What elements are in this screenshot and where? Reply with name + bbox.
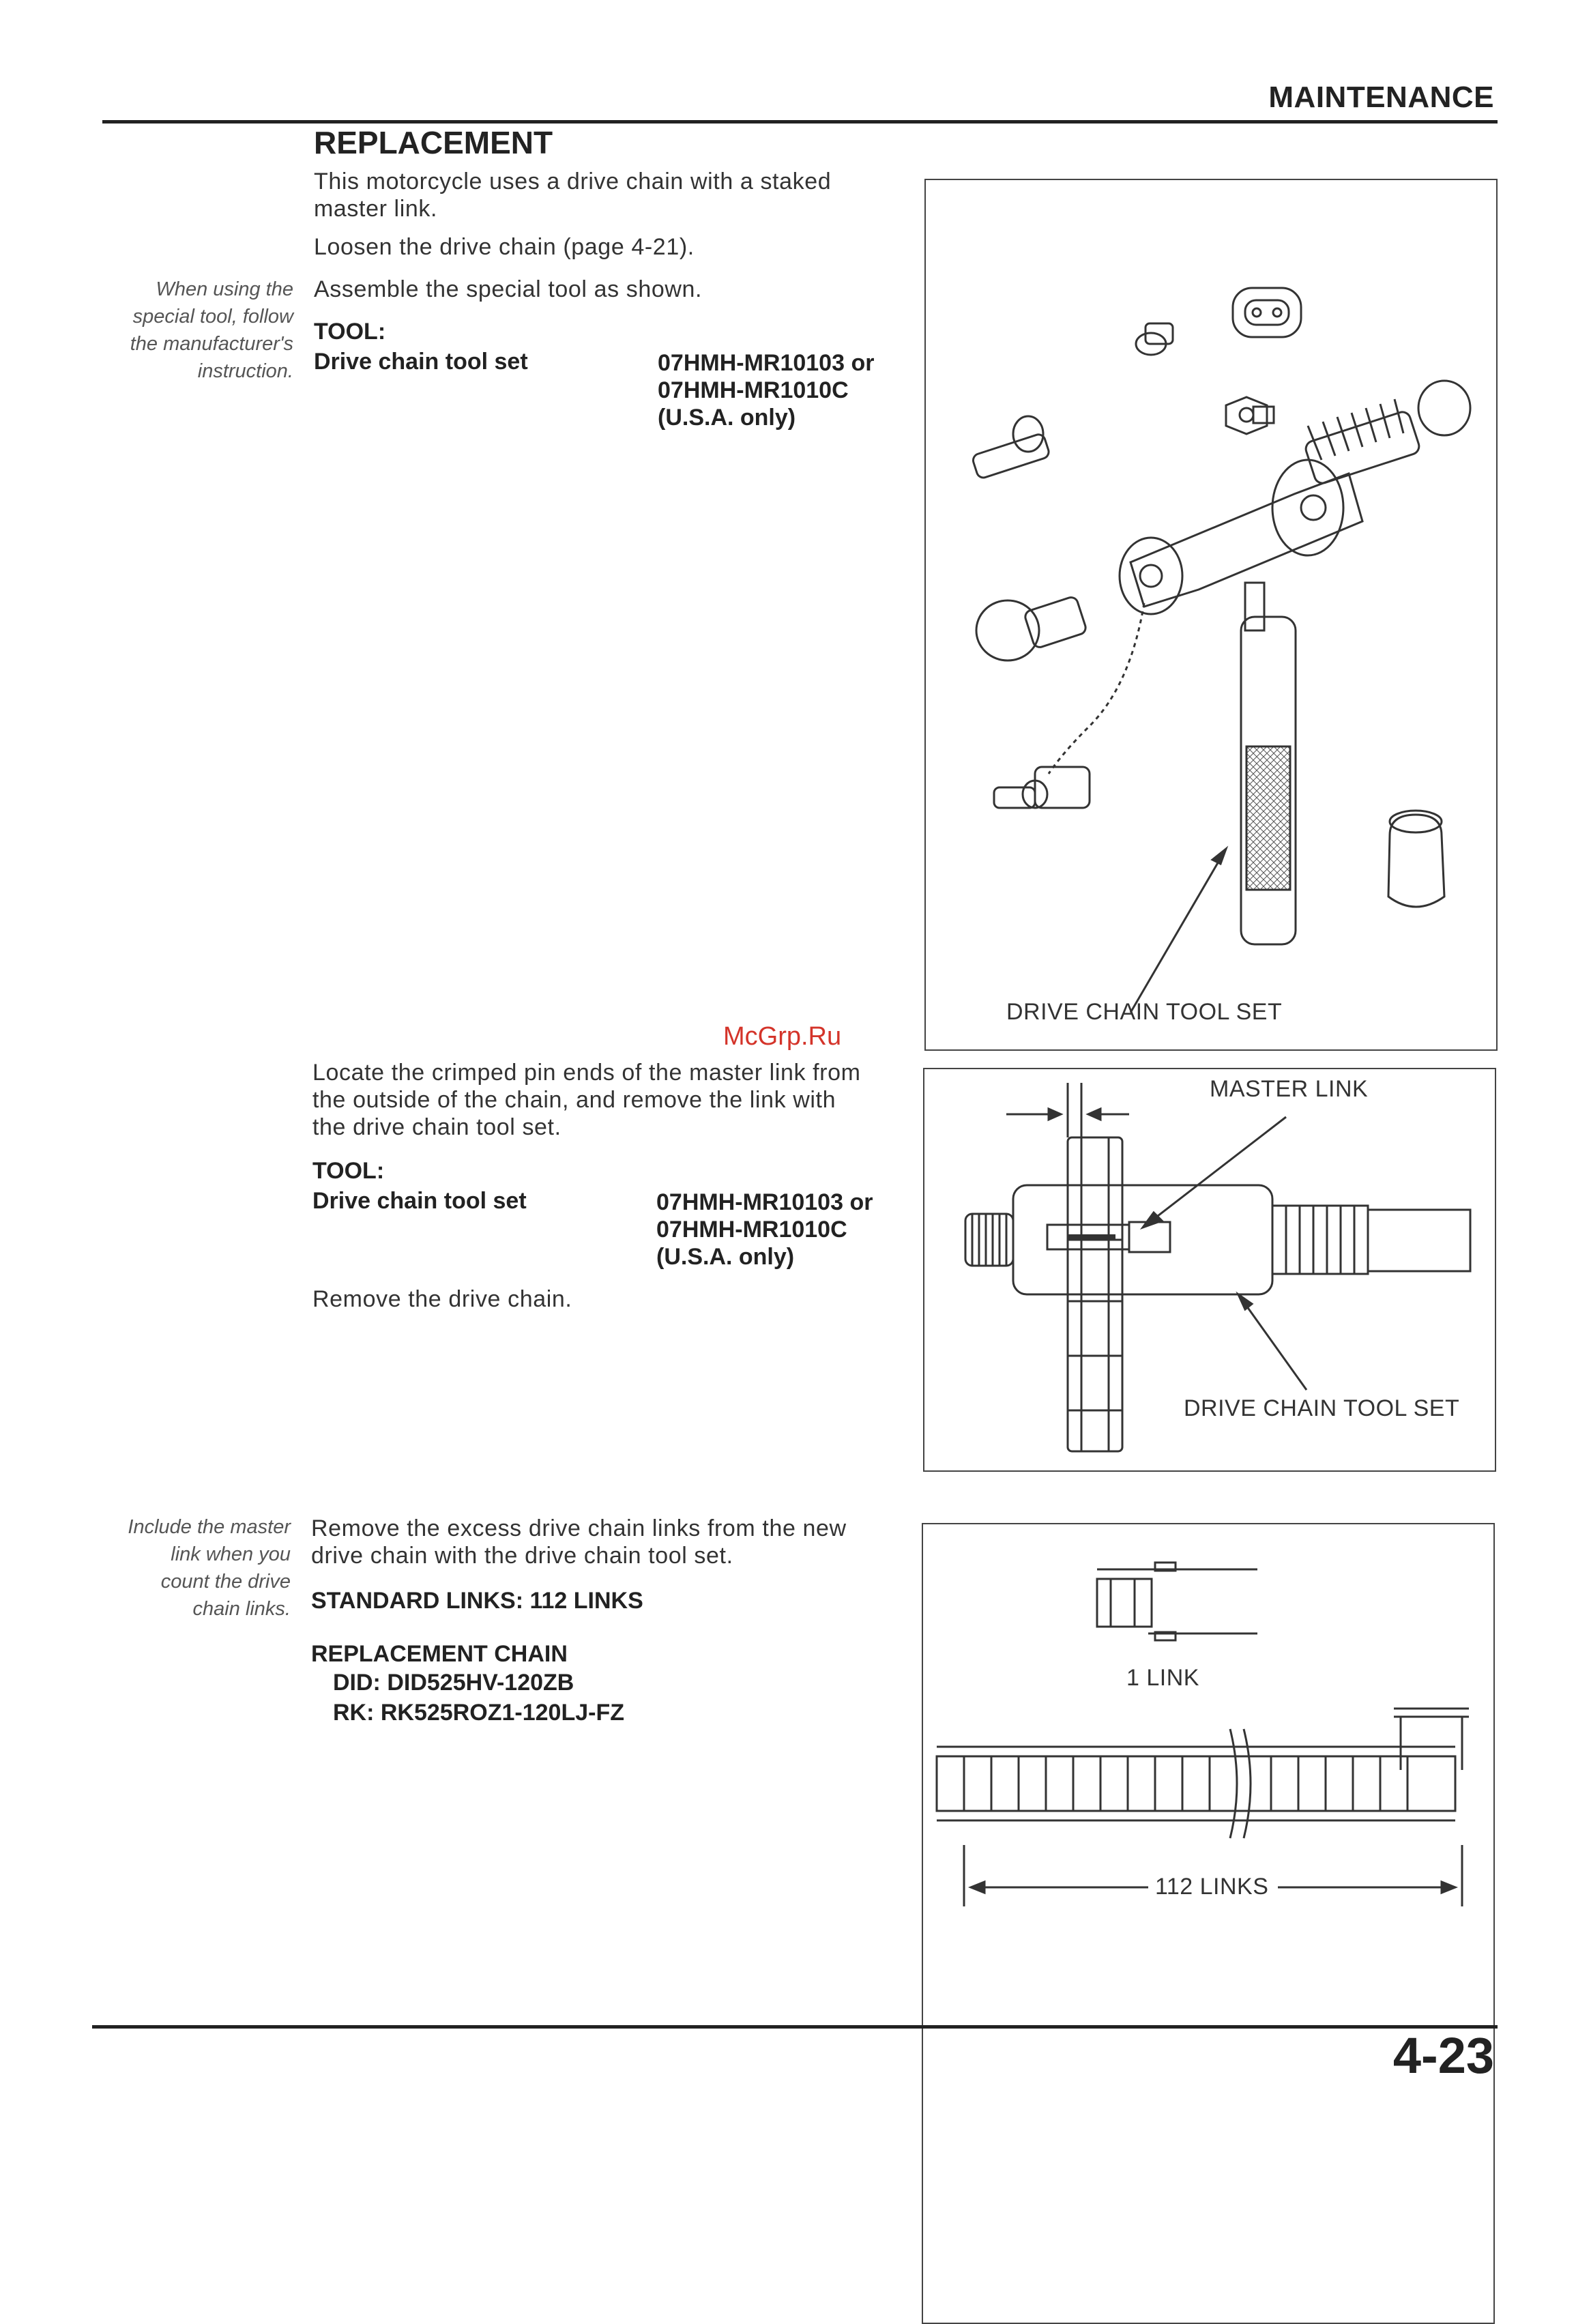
side-note-2-line: count the drive: [160, 1571, 291, 1593]
tool-name-1: Drive chain tool set: [314, 349, 528, 375]
one-link-label: 1 LINK: [1126, 1665, 1199, 1691]
tool-assembly-drawing: [926, 180, 1496, 1049]
remove-links-line: drive chain with the drive chain tool set.: [311, 1543, 733, 1569]
side-note-2-line: Include the master: [128, 1516, 291, 1538]
side-note-2: [55, 1513, 291, 1623]
watermark: McGrp.Ru: [723, 1022, 842, 1051]
side-note-1-line: When using the: [156, 278, 293, 300]
tool-code: 07HMH-MR1010C: [658, 377, 849, 403]
nut-part: [1233, 288, 1301, 337]
small-pin-part: [1136, 323, 1173, 355]
figure-1-caption: DRIVE CHAIN TOOL SET: [1006, 999, 1283, 1025]
page-title: REPLACEMENT: [314, 125, 553, 160]
side-note-2-line: link when you: [171, 1543, 291, 1565]
did-chain: DID: DID525HV-120ZB: [333, 1670, 574, 1696]
tool-code: 07HMH-MR10103 or: [658, 350, 875, 376]
rk-chain: RK: RK525ROZ1-120LJ-FZ: [333, 1700, 624, 1726]
leader-tool-set: [1238, 1294, 1307, 1390]
intro-line-2: master link.: [314, 196, 438, 222]
figure-tool-assembly: [924, 179, 1498, 1051]
figure-master-link: [923, 1068, 1496, 1472]
handle-part: [1241, 583, 1296, 944]
hex-bolt-part: [1226, 397, 1274, 434]
leader-arrow-1: [1130, 849, 1226, 1013]
leader-master-link: [1143, 1117, 1286, 1228]
tool-code: (U.S.A. only): [658, 405, 796, 431]
tool-codes-2: [656, 1189, 873, 1270]
long-chain: [937, 1709, 1469, 1838]
replacement-chain-title: REPLACEMENT CHAIN: [311, 1641, 568, 1667]
side-note-1-line: instruction.: [197, 360, 293, 382]
knurled-knob-part: [976, 596, 1088, 660]
side-note-1-line: special tool, follow: [132, 306, 293, 328]
tool-label-2: TOOL:: [312, 1158, 385, 1184]
long-bolt-part: [972, 416, 1051, 480]
side-note-1-line: the manufacturer's: [130, 333, 293, 355]
page-number: 4-23: [1392, 2027, 1494, 2084]
footer-rule: [92, 2025, 1498, 2029]
remove-links-text: [311, 1515, 911, 1569]
single-link: [1097, 1563, 1257, 1640]
tool-codes-1: [658, 349, 874, 431]
intro-text: [314, 168, 914, 222]
tether-chain: [1049, 603, 1144, 774]
chain-links-drawing: [923, 1524, 1493, 2323]
remove-chain-text: Remove the drive chain.: [312, 1286, 572, 1312]
side-note-1: [55, 276, 293, 385]
locate-line: the drive chain tool set.: [312, 1114, 561, 1140]
standard-links: STANDARD LINKS: 112 LINKS: [311, 1588, 643, 1614]
side-note-2-line: chain links.: [192, 1598, 291, 1620]
tool-code: 07HMH-MR1010C: [656, 1217, 847, 1243]
main-body-part: [1120, 460, 1362, 614]
cap-part: [1388, 811, 1444, 907]
tool-code: 07HMH-MR10103 or: [656, 1189, 873, 1215]
figure-chain-links: [922, 1523, 1495, 2324]
tool-label-1: TOOL:: [314, 319, 386, 345]
tool-name-2: Drive chain tool set: [312, 1188, 527, 1214]
tool-body: [965, 1185, 1470, 1294]
master-link-label: MASTER LINK: [1210, 1076, 1369, 1102]
intro-line-1: This motorcycle uses a drive chain with a staked: [314, 169, 832, 194]
locate-text: [312, 1059, 913, 1141]
tool-code: (U.S.A. only): [656, 1244, 795, 1270]
remove-links-line: Remove the excess drive chain links from the new: [311, 1515, 847, 1541]
small-key-part: [994, 767, 1090, 808]
section-header: MAINTENANCE: [1268, 81, 1494, 114]
tool-set-label: DRIVE CHAIN TOOL SET: [1184, 1395, 1460, 1421]
loosen-text: Loosen the drive chain (page 4-21).: [314, 234, 695, 260]
link-count-label: 112 LINKS: [1155, 1874, 1269, 1900]
locate-line: the outside of the chain, and remove the link with: [312, 1087, 836, 1113]
assemble-text: Assemble the special tool as shown.: [314, 276, 703, 302]
header-rule: [102, 120, 1498, 124]
locate-line: Locate the crimped pin ends of the master link from: [312, 1060, 861, 1086]
